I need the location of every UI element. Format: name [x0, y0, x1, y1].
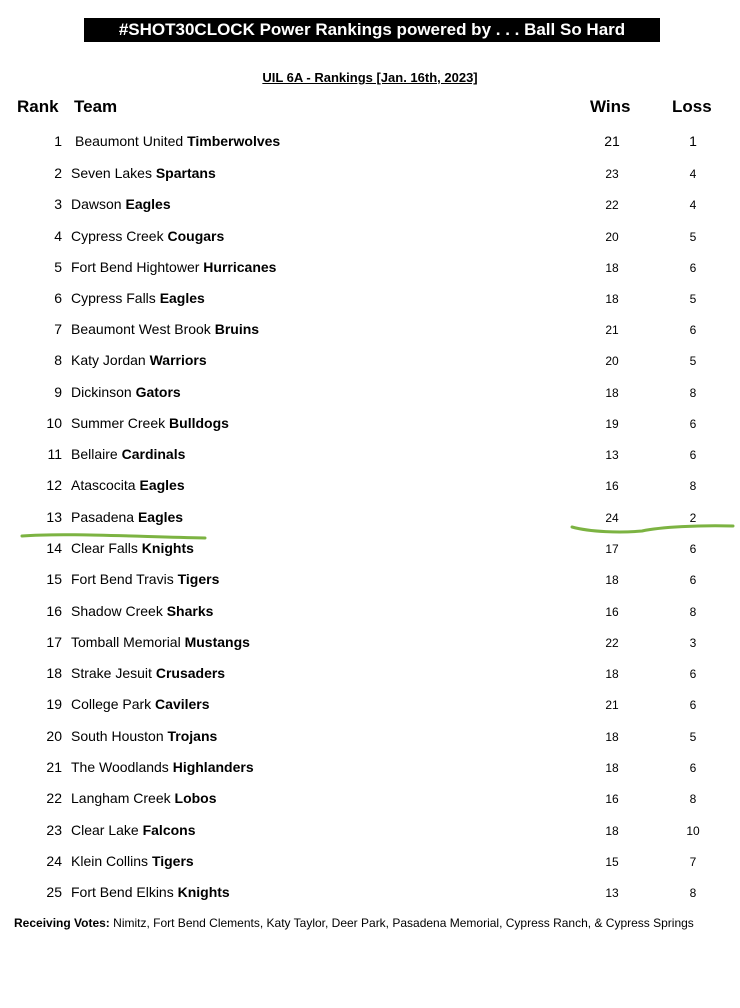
rank-cell: 5 [54, 259, 62, 275]
rank-cell: 25 [46, 884, 62, 900]
team-nickname: Cougars [167, 228, 225, 244]
team-school: Atascocita [71, 477, 136, 493]
loss-cell: 3 [689, 636, 697, 650]
loss-cell: 8 [689, 792, 697, 806]
team-nickname: Mustangs [184, 634, 250, 650]
team-nickname: Timberwolves [187, 133, 281, 149]
loss-cell: 5 [689, 230, 697, 244]
loss-cell: 6 [689, 323, 697, 337]
team-nickname: Eagles [139, 477, 185, 493]
loss-cell: 6 [689, 573, 697, 587]
rank-cell: 23 [46, 822, 62, 838]
team-school: Clear Lake [71, 822, 139, 838]
rank-cell: 7 [54, 321, 62, 337]
wins-cell: 22 [605, 636, 619, 650]
loss-cell: 6 [689, 417, 697, 431]
team-school: Cypress Creek [71, 228, 164, 244]
rank-cell: 20 [46, 728, 62, 744]
loss-cell: 8 [689, 386, 697, 400]
rank-cell: 8 [54, 352, 62, 368]
team-school: Pasadena [71, 509, 135, 525]
wins-cell: 22 [605, 198, 619, 212]
loss-cell: 6 [689, 698, 697, 712]
wins-cell: 17 [605, 542, 619, 556]
rank-cell: 19 [46, 696, 62, 712]
rank-cell: 17 [46, 634, 62, 650]
highlight-underline-record [572, 526, 733, 532]
rank-cell: 12 [46, 477, 62, 493]
team-nickname: Tigers [151, 853, 194, 869]
rank-cell: 21 [46, 759, 62, 775]
loss-cell: 8 [689, 886, 697, 900]
team-school: Katy Jordan [71, 352, 146, 368]
team-school: Bellaire [71, 446, 118, 462]
team-school: Klein Collins [71, 853, 149, 869]
wins-cell: 16 [605, 792, 619, 806]
team-nickname: Spartans [155, 165, 216, 181]
team-nickname: Sharks [166, 603, 214, 619]
team-nickname: Warriors [149, 352, 207, 368]
title-banner: #SHOT30CLOCK Power Rankings powered by . . . Ball So Hard [84, 18, 660, 42]
team-school: Clear Falls [71, 540, 138, 556]
loss-cell: 2 [689, 511, 697, 525]
team-nickname: Lobos [174, 790, 217, 806]
wins-cell: 18 [605, 667, 619, 681]
team-school: South Houston [71, 728, 164, 744]
team-school: Cypress Falls [71, 290, 156, 306]
loss-cell: 8 [689, 479, 697, 493]
highlight-underline-team [22, 535, 205, 538]
team-school: Beaumont West Brook [71, 321, 211, 337]
wins-cell: 18 [605, 573, 619, 587]
team-school: Dawson [71, 196, 122, 212]
rank-cell: 4 [54, 228, 62, 244]
team-school: Shadow Creek [71, 603, 163, 619]
subtitle: UIL 6A - Rankings [Jan. 16th, 2023] [262, 70, 478, 85]
team-nickname: Gators [135, 384, 181, 400]
wins-cell: 19 [605, 417, 619, 431]
wins-cell: 20 [605, 354, 619, 368]
receiving-votes-label: Receiving Votes: [14, 916, 110, 930]
team-school: Fort Bend Elkins [71, 884, 174, 900]
team-nickname: Highlanders [172, 759, 254, 775]
team-nickname: Hurricanes [203, 259, 277, 275]
team-nickname: Eagles [159, 290, 205, 306]
wins-cell: 18 [605, 824, 619, 838]
wins-cell: 18 [605, 386, 619, 400]
wins-cell: 18 [605, 761, 619, 775]
column-header-rank: Rank [17, 97, 59, 116]
loss-cell: 7 [689, 855, 697, 869]
rank-cell: 6 [54, 290, 62, 306]
wins-cell: 21 [605, 698, 619, 712]
team-school: Langham Creek [71, 790, 171, 806]
loss-cell: 1 [689, 133, 697, 149]
team-nickname: Knights [177, 884, 230, 900]
team-school: Seven Lakes [71, 165, 152, 181]
column-header-loss: Loss [672, 97, 712, 116]
wins-cell: 18 [605, 261, 619, 275]
rank-cell: 13 [46, 509, 62, 525]
team-nickname: Falcons [142, 822, 196, 838]
team-nickname: Eagles [137, 509, 184, 525]
team-school: Strake Jesuit [71, 665, 152, 681]
loss-cell: 5 [689, 730, 697, 744]
wins-cell: 15 [605, 855, 619, 869]
team-nickname: Tigers [177, 571, 220, 587]
team-nickname: Eagles [125, 196, 171, 212]
rank-cell: 16 [46, 603, 62, 619]
team-nickname: Knights [141, 540, 194, 556]
team-school: Dickinson [71, 384, 132, 400]
team-nickname: Bulldogs [169, 415, 229, 431]
rank-cell: 9 [54, 384, 62, 400]
column-header-wins: Wins [590, 97, 631, 116]
rank-cell: 15 [46, 571, 62, 587]
team-nickname: Cardinals [121, 446, 186, 462]
wins-cell: 16 [605, 605, 619, 619]
wins-cell: 21 [605, 323, 619, 337]
rank-cell: 24 [46, 853, 62, 869]
wins-cell: 18 [605, 292, 619, 306]
team-school: Fort Bend Travis [71, 571, 174, 587]
loss-cell: 10 [686, 824, 700, 838]
loss-cell: 6 [689, 448, 697, 462]
rank-cell: 3 [54, 196, 62, 212]
loss-cell: 5 [689, 354, 697, 368]
wins-cell: 13 [605, 886, 619, 900]
rank-cell: 14 [46, 540, 62, 556]
team-nickname: Crusaders [155, 665, 226, 681]
team-nickname: Bruins [214, 321, 260, 337]
loss-cell: 4 [689, 167, 697, 181]
team-school: Beaumont United [75, 133, 184, 149]
rank-cell: 22 [46, 790, 62, 806]
loss-cell: 6 [689, 542, 697, 556]
rank-cell: 11 [47, 446, 62, 462]
rank-cell: 1 [54, 133, 62, 149]
wins-cell: 21 [604, 133, 620, 149]
loss-cell: 8 [689, 605, 697, 619]
column-header-team: Team [74, 97, 118, 116]
team-school: Tomball Memorial [71, 634, 181, 650]
loss-cell: 6 [689, 261, 697, 275]
team-school: Fort Bend Hightower [71, 259, 200, 275]
rank-cell: 10 [46, 415, 62, 431]
team-school: College Park [71, 696, 152, 712]
receiving-votes [14, 914, 714, 932]
loss-cell: 4 [689, 198, 697, 212]
rank-cell: 2 [54, 165, 62, 181]
wins-cell: 24 [605, 511, 619, 525]
wins-cell: 23 [605, 167, 619, 181]
wins-cell: 13 [605, 448, 619, 462]
loss-cell: 6 [689, 761, 697, 775]
rank-cell: 18 [46, 665, 62, 681]
loss-cell: 5 [689, 292, 697, 306]
team-nickname: Trojans [167, 728, 218, 744]
team-nickname: Cavilers [155, 696, 210, 712]
team-school: Summer Creek [71, 415, 166, 431]
team-school: The Woodlands [71, 759, 169, 775]
wins-cell: 18 [605, 730, 619, 744]
loss-cell: 6 [689, 667, 697, 681]
wins-cell: 16 [605, 479, 619, 493]
wins-cell: 20 [605, 230, 619, 244]
receiving-votes-text: Nimitz, Fort Bend Clements, Katy Taylor, Deer Park, Pasadena Memorial, Cypress Ranch, & Cypress Springs [109, 916, 694, 930]
